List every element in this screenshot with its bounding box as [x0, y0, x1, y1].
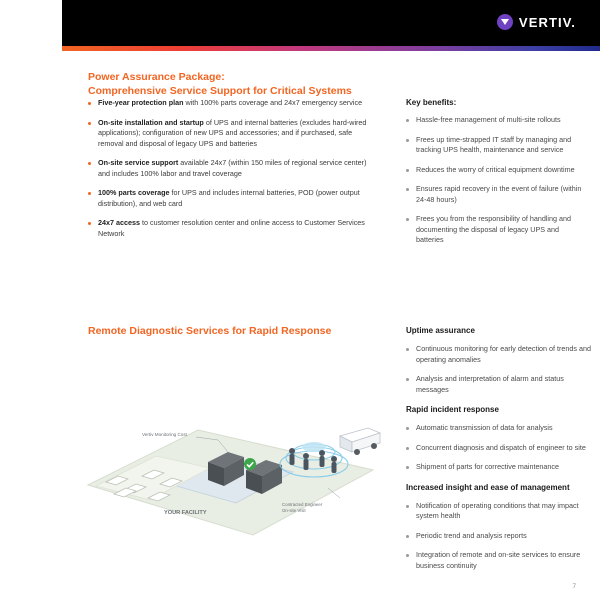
bullet-bold: Five-year protection plan [98, 98, 184, 107]
key-benefits-block [406, 98, 586, 255]
brand-logo [497, 14, 576, 30]
group-heading-uptime: Uptime assurance [406, 326, 475, 335]
group-heading-insight: Increased insight and ease of management [406, 482, 570, 492]
illustration-label-monitoring: Vertiv Monitoring Cost [142, 432, 187, 437]
list-item [88, 118, 378, 150]
section2-title: Remote Diagnostic Services for Rapid Response [88, 325, 332, 337]
list-item: Hassle-free management of multi-site rollouts [406, 115, 586, 126]
bullet-bold: On-site service support [98, 158, 179, 167]
group-heading-rapid-response: Rapid incident response [406, 405, 499, 414]
list-item [88, 188, 378, 209]
bullet-text: to customer resolution center and online access to Customer Services Network [98, 218, 365, 238]
section1-title-line2: Comprehensive Service Support for Critical Systems [88, 85, 352, 97]
illustration-label-facility: YOUR FACILITY [164, 510, 207, 516]
key-benefits-heading: Key benefits: [406, 98, 457, 107]
list-item: Ensures rapid recovery in the event of failure (within 24-48 hours) [406, 184, 586, 205]
bullet-text: for UPS and includes internal batteries, POD (power output distribution), and web card [98, 188, 360, 208]
list-item [88, 158, 378, 179]
illustration-label-engineer: Contracted Engineer [282, 502, 323, 507]
list-item: Reduces the worry of critical equipment downtime [406, 165, 586, 176]
remote-diagnostics-isometric-illustration [78, 390, 388, 540]
list-item: Shipment of parts for corrective maintenance [406, 462, 592, 473]
list-item [88, 218, 378, 239]
illustration-label-engineer-2: On-site Visit [282, 508, 306, 513]
header-band [62, 0, 600, 46]
section1-title-line1: Power Assurance Package: [88, 71, 225, 83]
page-number: 7 [572, 584, 576, 590]
list-item: Concurrent diagnosis and dispatch of engineer to site [406, 443, 592, 454]
section1-title [88, 70, 418, 98]
list-item: Notification of operating conditions that may impact system health [406, 501, 592, 522]
brand-name: VERTIV. [518, 14, 576, 30]
bullet-text: of UPS and internal batteries (excludes hard-wired applications); configuration of new UPS and accessories; and if purchased, safe removal and disposal of legacy UPS and batteries [98, 117, 367, 148]
list-item: Automatic transmission of data for analysis [406, 423, 592, 434]
bullet-bold: 100% parts coverage [98, 188, 170, 197]
list-item: Frees you from the responsibility of handling and documenting the disposal of legacy UPS and batteries [406, 214, 586, 246]
list-item: Continuous monitoring for early detection of trends and operating anomalies [406, 344, 592, 365]
list-item: Periodic trend and analysis reports [406, 531, 592, 542]
bullet-text: available 24x7 (within 150 miles of regional service center) and includes 100% labor and travel coverage [98, 158, 367, 178]
gradient-divider [62, 46, 600, 51]
list-item [88, 98, 378, 109]
vertiv-triangle-logo-icon [497, 14, 513, 30]
section2-right-column [406, 325, 592, 580]
list-item: Frees up time-strapped IT staff by managing and tracking UPS health, maintenance and service [406, 135, 586, 156]
list-item: Analysis and interpretation of alarm and status messages [406, 374, 592, 395]
list-item: Integration of remote and on-site services to ensure business continuity [406, 550, 592, 571]
bullet-text: with 100% parts coverage and 24x7 emergency service [183, 98, 363, 107]
bullet-bold: 24x7 access [98, 218, 140, 227]
bullet-bold: On-site installation and startup [98, 117, 204, 127]
section1-bullet-list [88, 98, 378, 248]
